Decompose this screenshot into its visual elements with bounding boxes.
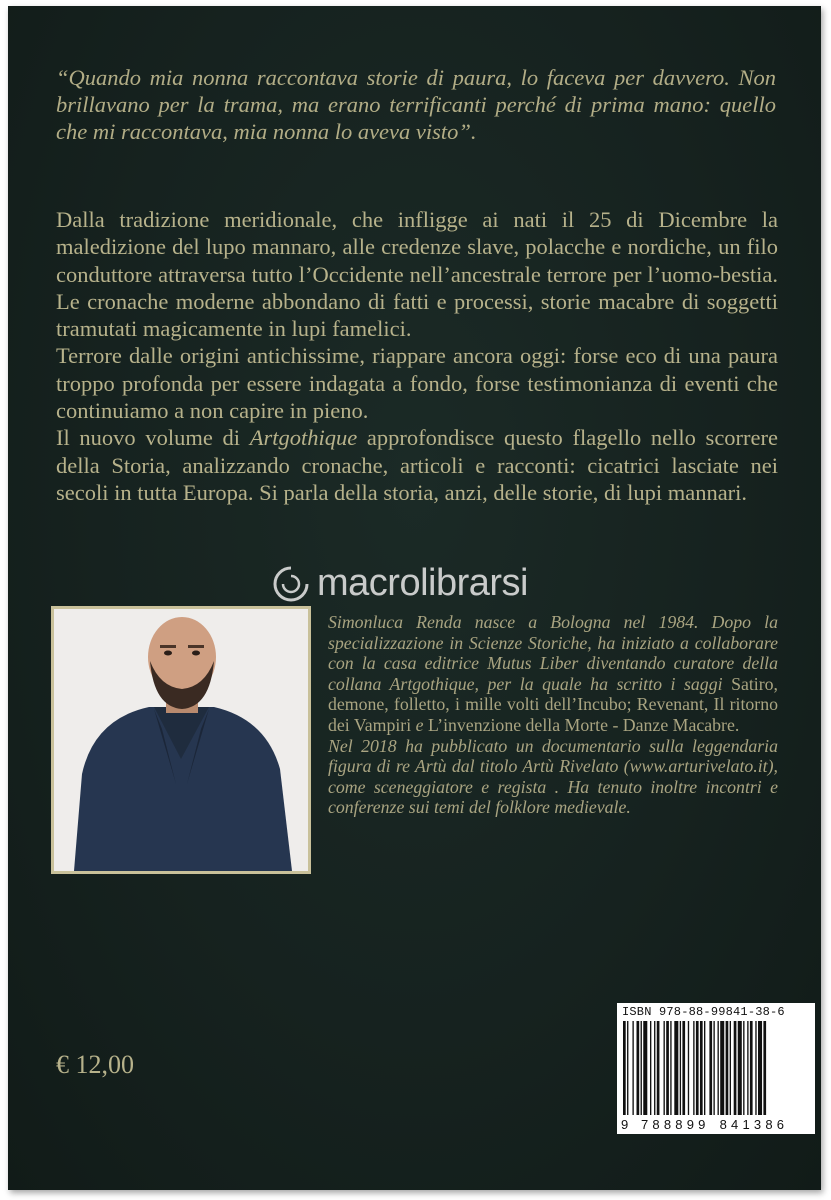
synopsis-paragraph-3 — [56, 424, 778, 506]
synopsis-paragraph-2: Terrore dalle origini antichissime, riappare ancora oggi: forse eco di una paura troppo profonda per essere indagata a fondo, forse testimonianza di eventi che continuiamo a non capire in pieno. — [56, 343, 778, 424]
bio-conjunction: e — [411, 714, 428, 735]
swirl-logo-icon — [271, 564, 311, 604]
synopsis — [56, 206, 778, 506]
barcode-digit-group-2: 841386 — [719, 1117, 789, 1132]
watermark — [271, 562, 528, 605]
synopsis-p3-end: approfondisce questo flagello nello scorrere della Storia, analizzando cronache, articoli e racconti: cicatrici lasciate nei secoli in tutta Europa. Si parla della storia, anzi, delle storie, di lupi mannari. — [56, 425, 779, 505]
synopsis-paragraph-1: Dalla tradizione meridionale, che infligge ai nati il 25 di Dicembre la maledizione del lupo mannaro, alle credenze slave, polacche e nordiche, un filo conduttore attraversa tutto l’Occidente nell’ancestrale terrore per l’uomo-bestia. Le cronache moderne abbondano di fatti e processi, storie macabre di soggetti tramutati magicamente in lupi famelici. — [56, 207, 778, 342]
synopsis-p3-start: Il nuovo volume di — [56, 425, 250, 451]
bio-paragraph-2: Nel 2018 ha pubblicato un documentario sulla leggendaria figura di re Artù dal titolo Artù Rivelato (www.arturivelato.it), come sceneggiatore e regista . Ha tenuto inoltre incontri e conferenze sui temi del folklore medievale. — [328, 735, 778, 818]
author-bio — [328, 612, 778, 818]
author-photo — [54, 609, 308, 871]
barcode-digit-first: 9 — [621, 1117, 629, 1132]
bio-book-title-2: L’invenzione della Morte - Danze Macabre. — [427, 714, 740, 735]
author-photo-frame — [51, 606, 311, 874]
price: € 12,00 — [56, 1050, 134, 1079]
barcode-digit-group-1: 788899 — [641, 1117, 710, 1132]
isbn-label: ISBN 978-88-99841-38-6 — [622, 1005, 785, 1019]
author-portrait-image — [54, 609, 308, 871]
bio-intro: Simonluca Renda nasce a Bologna nel 1984. Dopo la specializzazione in Scienze Storiche, ha iniziato a collaborare con la casa editrice Mutus Liber diventando curatore della collana Artgothique, per la quale ha scritto i saggi — [328, 612, 778, 694]
watermark-text: macrolibrarsi — [317, 562, 528, 604]
bio-paragraph-1 — [328, 612, 778, 736]
isbn-barcode — [617, 1003, 815, 1134]
bio-book-titles-1: Satiro, demone, folletto, i mille volti dell’Incubo; Revenant, Il ritorno dei Vampiri — [328, 673, 778, 735]
barcode-digits — [621, 1117, 811, 1132]
opening-quote: “Quando mia nonna raccontava storie di paura, lo faceva per davvero. Non brillavano per la trama, ma erano terrificanti perché di prima mano: quello che mi raccontava, mia nonna lo aveva visto”. — [56, 65, 776, 144]
barcode-bars-icon — [623, 1021, 809, 1117]
series-title: Artgothique — [249, 425, 358, 451]
